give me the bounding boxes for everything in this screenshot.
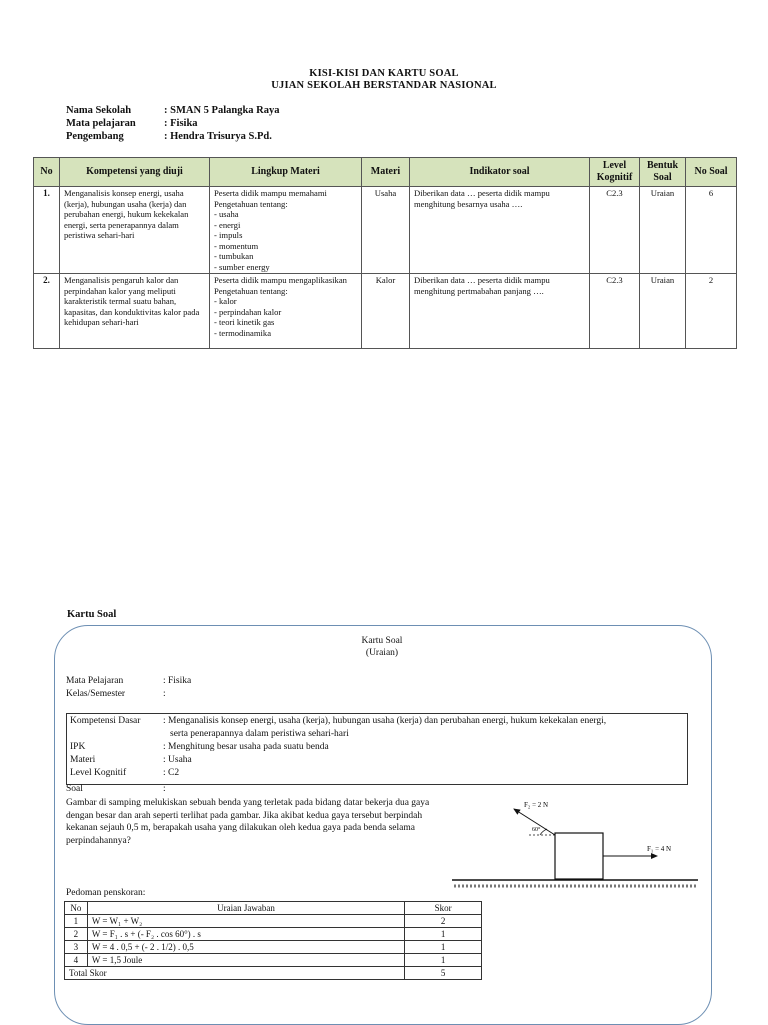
lingkup-intro: Peserta didik mampu mengaplikasikan Pengetahuan tentang: bbox=[214, 275, 347, 296]
kelas-label: Kelas/Semester bbox=[66, 689, 126, 699]
col-header-level: Level Kognitif bbox=[590, 158, 640, 187]
cell-bentuk: Uraian bbox=[640, 274, 686, 349]
lingkup-item: - termodinamika bbox=[214, 327, 272, 338]
meta-value: : SMAN 5 Palangka Raya bbox=[164, 105, 280, 116]
skor-table bbox=[64, 901, 482, 980]
level-value: : C2 bbox=[163, 768, 180, 778]
cell-indikator: Diberikan data … peserta didik mampu menghitung pertmabahan panjang …. bbox=[410, 274, 590, 349]
materi-value: : Usaha bbox=[163, 755, 192, 765]
cell-level: C2.3 bbox=[590, 187, 640, 274]
col-header-no: No bbox=[34, 158, 60, 187]
meta-value: : Hendra Trisurya S.Pd. bbox=[164, 131, 272, 142]
lingkup-item: - energi bbox=[214, 219, 241, 230]
cell-skor: 1 bbox=[405, 928, 482, 941]
angle-arc bbox=[540, 829, 547, 835]
doc-subtitle: UJIAN SEKOLAH BERSTANDAR NASIONAL bbox=[271, 80, 497, 91]
soal-colon: : bbox=[163, 784, 166, 794]
kd-value-line1: : Menganalisis konsep energi, usaha (kerja), hubungan usaha (kerja) dan perubahan energi, hukum kekekalan energi, bbox=[163, 716, 607, 726]
meta-label: Pengembang bbox=[66, 131, 124, 142]
ipk-label: IPK bbox=[70, 742, 86, 752]
cell-no: 3 bbox=[65, 941, 88, 954]
cell-no: 2 bbox=[65, 928, 88, 941]
mapel-value: : Fisika bbox=[163, 676, 192, 686]
cell-bentuk: Uraian bbox=[640, 187, 686, 274]
kartu-subtitle: (Uraian) bbox=[365, 648, 399, 658]
cell-materi: Kalor bbox=[362, 274, 410, 349]
meta-mata-pelajaran bbox=[66, 118, 198, 129]
block-rect bbox=[555, 833, 603, 879]
materi-label: Materi bbox=[70, 755, 96, 765]
cell-no: 1. bbox=[34, 187, 60, 274]
kisi-header-row bbox=[34, 158, 737, 187]
ipk-value: : Menghitung besar usaha pada suatu benda bbox=[163, 742, 329, 752]
meta-value: : Fisika bbox=[164, 118, 198, 129]
total-row bbox=[65, 967, 482, 980]
lingkup-item: - kalor bbox=[214, 296, 237, 306]
meta-pengembang bbox=[66, 131, 272, 142]
total-label: Total Skor bbox=[65, 967, 405, 980]
kisi-kisi-table bbox=[33, 157, 737, 349]
meta-label: Nama Sekolah bbox=[66, 105, 132, 116]
table-row bbox=[65, 941, 482, 954]
col-header-jawaban: Uraian Jawaban bbox=[87, 902, 404, 915]
cell-indikator: Diberikan data … peserta didik mampu menghitung besarnya usaha …. bbox=[410, 187, 590, 274]
lingkup-item: - sumber energy bbox=[214, 261, 270, 272]
kd-value-line2: serta penerapannya dalam peristiwa sehari-hari bbox=[170, 729, 349, 739]
lingkup-item: - perpindahan kalor bbox=[214, 306, 282, 317]
total-value: 5 bbox=[405, 967, 482, 980]
kartu-soal-section-label: Kartu Soal bbox=[67, 609, 117, 620]
cell-lingkup bbox=[210, 187, 362, 274]
cell-level: C2.3 bbox=[590, 274, 640, 349]
col-header-no-soal: No Soal bbox=[686, 158, 737, 187]
skor-header-row bbox=[65, 902, 482, 915]
lingkup-item: - impuls bbox=[214, 230, 243, 240]
table-row bbox=[65, 954, 482, 967]
col-header-materi: Materi bbox=[362, 158, 410, 187]
meta-nama-sekolah bbox=[66, 105, 280, 116]
lingkup-item: - teori kinetik gas bbox=[214, 317, 275, 327]
force-diagram bbox=[452, 795, 702, 895]
cell-jawaban: W = 1,5 Joule bbox=[87, 954, 404, 967]
cell-materi: Usaha bbox=[362, 187, 410, 274]
soal-label: Soal bbox=[66, 784, 83, 794]
cell-no: 1 bbox=[65, 915, 88, 928]
cell-skor: 2 bbox=[405, 915, 482, 928]
col-header-indikator: Indikator soal bbox=[410, 158, 590, 187]
mapel-label: Mata Pelajaran bbox=[66, 676, 124, 686]
cell-lingkup bbox=[210, 274, 362, 349]
cell-kompetensi: Menganalisis konsep energi, usaha (kerja), hubungan usaha (kerja) dan perubahan energi, hukum kekekalan energi, serta penerapannya dalam peristiwa sehari-hari bbox=[60, 187, 210, 274]
cell-no-soal: 6 bbox=[686, 187, 737, 274]
kelas-value: : bbox=[163, 689, 166, 699]
f1-label: F₁ = 4 N bbox=[647, 845, 672, 853]
cell-no: 2. bbox=[34, 274, 60, 349]
cell-jawaban: W = W₁ + W₂ bbox=[87, 915, 404, 928]
cell-jawaban: W = F₁ . s + (- F₂ . cos 60°) . s bbox=[87, 928, 404, 941]
cell-skor: 1 bbox=[405, 954, 482, 967]
table-row bbox=[34, 274, 737, 349]
lingkup-item: - usaha bbox=[214, 209, 239, 219]
col-header-lingkup: Lingkup Materi bbox=[210, 158, 362, 187]
lingkup-item: - momentum bbox=[214, 240, 259, 251]
cell-skor: 1 bbox=[405, 941, 482, 954]
table-row bbox=[65, 928, 482, 941]
col-header-bentuk: Bentuk Soal bbox=[640, 158, 686, 187]
kartu-title: Kartu Soal bbox=[361, 636, 403, 646]
soal-text: Gambar di samping melukiskan sebuah benda yang terletak pada bidang datar bekerja dua gaya dengan besar dan arah seperti terlihat pada gambar. Jika akibat kedua gaya tersebut berpindah kekanan sejauh 0,5 m, berapakah usaha yang dilakukan oleh kedua gaya pada benda selama perpindahannya? bbox=[66, 798, 430, 846]
pedoman-label: Pedoman penskoran: bbox=[66, 888, 146, 898]
cell-no-soal: 2 bbox=[686, 274, 737, 349]
meta-label: Mata pelajaran bbox=[66, 118, 136, 129]
col-header-no: No bbox=[65, 902, 88, 915]
table-row bbox=[65, 915, 482, 928]
kd-label: Kompetensi Dasar bbox=[70, 716, 141, 726]
col-header-kompetensi: Kompetensi yang diuji bbox=[60, 158, 210, 187]
f2-label: F₂ = 2 N bbox=[524, 801, 549, 809]
table-row bbox=[34, 187, 737, 274]
cell-kompetensi: Menganalisis pengaruh kalor dan perpindahan kalor yang meliputi karakteristik termal suatu bahan, kapasitas, dan konduktivitas kalor pada kehidupan sehari-hari bbox=[60, 274, 210, 349]
doc-title: KISI-KISI DAN KARTU SOAL bbox=[309, 68, 459, 79]
lingkup-intro: Peserta didik mampu memahami Pengetahuan tentang: bbox=[214, 188, 327, 209]
angle-label: 60° bbox=[532, 827, 541, 833]
lingkup-item: - tumbukan bbox=[214, 251, 254, 261]
col-header-skor: Skor bbox=[405, 902, 482, 915]
cell-jawaban: W = 4 . 0,5 + (- 2 . 1/2) . 0,5 bbox=[87, 941, 404, 954]
cell-no: 4 bbox=[65, 954, 88, 967]
level-label: Level Kognitif bbox=[70, 768, 127, 778]
